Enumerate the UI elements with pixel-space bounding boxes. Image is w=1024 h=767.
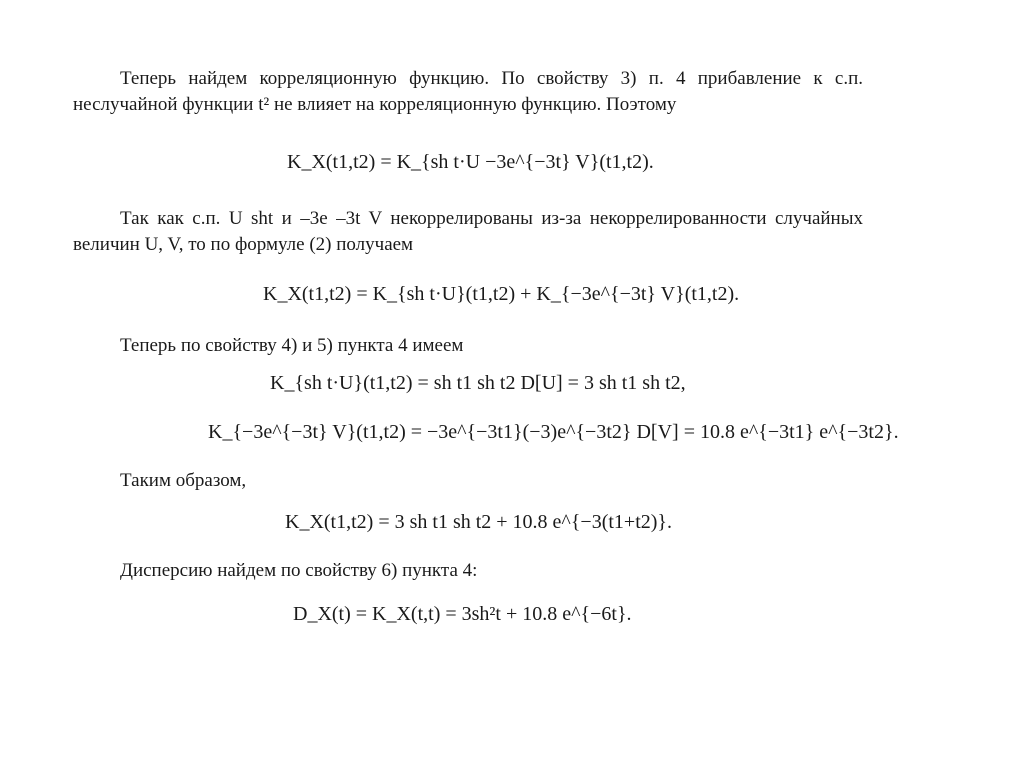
formula-3-text: K_{sh t·U}(t1,t2) = sh t1 sh t2 D[U] = 3 sh t1 sh t2, — [270, 372, 686, 394]
paragraph-2-text: Так как с.п. U sht и –3e –3t V некоррелированы из-за некоррелированности случайных величин U, V, то по формуле (2) получаем — [73, 208, 863, 255]
paragraph-5-text: Дисперсию найдем по свойству 6) пункта 4: — [120, 560, 478, 581]
paragraph-2 — [73, 206, 863, 258]
paragraph-1 — [73, 66, 863, 118]
formula-1-text: K_X(t1,t2) = K_{sh t·U −3e^{−3t} V}(t1,t2). — [287, 151, 654, 173]
formula-5 — [285, 511, 672, 534]
formula-4 — [208, 421, 899, 444]
formula-5-text: K_X(t1,t2) = 3 sh t1 sh t2 + 10.8 e^{−3(t1+t2)}. — [285, 511, 673, 533]
formula-6 — [293, 603, 632, 626]
paragraph-5 — [73, 558, 863, 584]
paragraph-3-text: Теперь по свойству 4) и 5) пункта 4 имеем — [120, 335, 464, 356]
paragraph-4 — [73, 468, 863, 494]
paragraph-1-text: Теперь найдем корреляционную функцию. По свойству 3) п. 4 прибавление к с.п. неслучайной функции t² не влияет на корреляционную функцию. Поэтому — [73, 68, 863, 115]
paragraph-3 — [73, 333, 863, 359]
formula-1 — [287, 151, 654, 174]
paragraph-4-text: Таким образом, — [120, 470, 247, 491]
formula-2-text: K_X(t1,t2) = K_{sh t·U}(t1,t2) + K_{−3e^{−3t} V}(t1,t2). — [263, 283, 740, 305]
formula-3 — [270, 372, 686, 395]
formula-6-text: D_X(t) = K_X(t,t) = 3sh²t + 10.8 e^{−6t}. — [293, 603, 632, 625]
formula-2 — [263, 283, 739, 306]
formula-4-text: K_{−3e^{−3t} V}(t1,t2) = −3e^{−3t1}(−3)e^{−3t2} D[V] = 10.8 e^{−3t1} e^{−3t2}. — [208, 421, 899, 443]
